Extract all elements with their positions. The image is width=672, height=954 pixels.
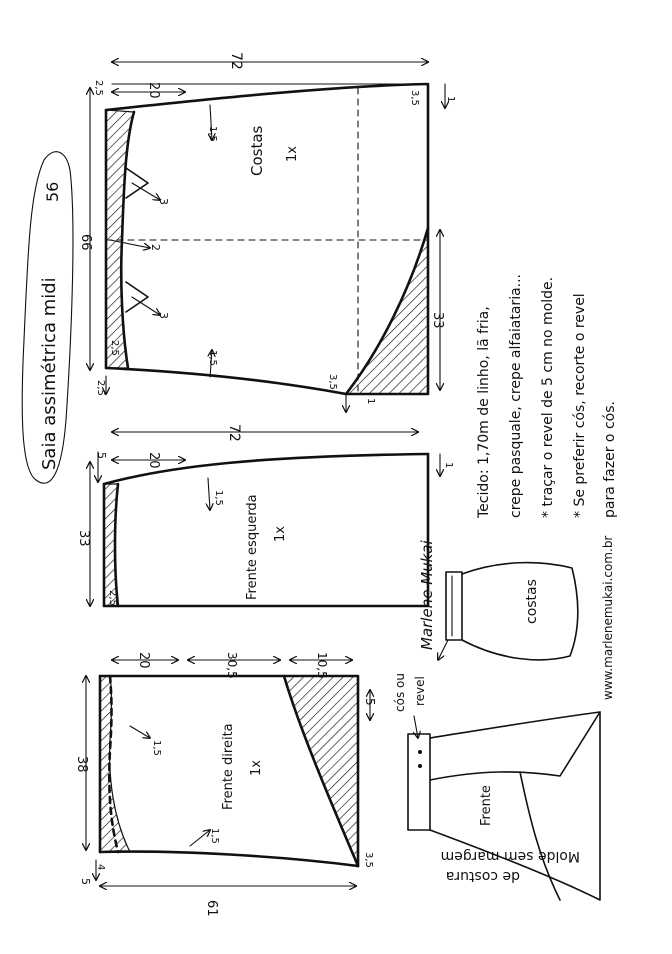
note-line-4: * Se preferir cós, recorte o revel <box>572 293 588 518</box>
direita-right-small: 3,5 <box>363 852 374 868</box>
seam-note <box>441 848 580 884</box>
costas-right-bottom-small: 1 <box>365 398 376 405</box>
costas-bottom-left-outer: 2,5 <box>95 380 106 396</box>
direita-count: 1x <box>249 760 264 776</box>
esquerda-height: 33 <box>76 530 91 547</box>
costas-count: 1x <box>285 146 300 162</box>
note-line-5: para fazer o cós. <box>602 401 618 518</box>
costas-right-top-small: 1 <box>445 96 456 103</box>
frente-direita-piece <box>74 652 377 917</box>
title-text: Saia assimétrica midi <box>39 277 60 470</box>
esquerda-top-left: 20 <box>146 452 161 469</box>
direita-top-left: 20 <box>136 652 151 669</box>
note-line-3: * traçar o revel de 5 cm no molde. <box>540 276 556 518</box>
fabric-notes <box>476 274 618 519</box>
back-sketch <box>438 563 578 660</box>
costas-dart-2: 2 <box>149 244 162 251</box>
costas-dart-3: 3 <box>157 312 170 319</box>
note-line-2: crepe pasquale, crepe alfaiataria... <box>508 273 524 518</box>
seam-note-line-2: de costura <box>445 868 520 884</box>
esquerda-bottom-small: 2,5 <box>107 590 118 606</box>
costas-width-top: 72 <box>228 52 244 70</box>
direita-height: 38 <box>74 756 89 773</box>
signature-text: Marlene Mukai <box>418 540 436 650</box>
costas-top-left: 20 <box>146 82 161 99</box>
costas-right-bottom: 3,5 <box>327 374 338 390</box>
direita-name: Frente direita <box>221 723 236 810</box>
signature <box>418 539 436 650</box>
esquerda-right-small: 1 <box>443 462 454 469</box>
direita-curve-top: 1,5 <box>151 740 162 756</box>
frente-esquerda-piece <box>76 424 454 606</box>
direita-top-mid: 30,5 <box>225 652 239 679</box>
costas-height: 66 <box>78 234 93 251</box>
costas-right-side: 33 <box>430 312 445 329</box>
direita-width-bottom: 61 <box>204 900 219 917</box>
esquerda-name: Frente esquerda <box>245 494 260 600</box>
website-text: www.marlenemukai.com.br <box>601 535 615 700</box>
costas-right-top: 3,5 <box>409 90 420 106</box>
costas-top-left-small: 2,5 <box>93 80 104 96</box>
direita-bottom-left-small: 4 <box>95 864 106 871</box>
direita-hatch-left <box>100 676 130 852</box>
esquerda-width: 72 <box>226 424 242 442</box>
costas-curve-bottom: 1,5 <box>207 350 218 366</box>
esquerda-curve: 1,5 <box>213 490 224 506</box>
costas-dart-1: 3 <box>157 198 170 205</box>
costas-curve-top: 1,5 <box>207 126 218 142</box>
direita-top-right: 10,5 <box>315 652 329 679</box>
direita-bottom-left: 5 <box>79 878 92 885</box>
title-bubble <box>22 152 73 483</box>
waist-label-2: revel <box>413 676 427 706</box>
pattern-number: 56 <box>43 181 62 202</box>
front-sketch <box>393 673 600 900</box>
seam-note-line-1: Molde sem margem <box>440 848 580 864</box>
costas-bottom-left-small: 2,5 <box>109 340 120 356</box>
waist-label-1: cós ou <box>393 673 407 712</box>
front-sketch-label: Frente <box>479 785 494 826</box>
costas-hatch-left <box>106 110 134 368</box>
esquerda-count: 1x <box>273 526 288 542</box>
costas-name: Costas <box>248 125 266 176</box>
note-line-1: Tecido: 1,70m de linho, lã fria, <box>476 306 492 518</box>
direita-facing: 5 <box>363 698 377 706</box>
back-sketch-label: costas <box>524 579 540 624</box>
direita-curve-bottom: 1,5 <box>209 828 220 844</box>
esquerda-top-small: 5 <box>95 452 108 459</box>
costas-piece <box>78 52 456 412</box>
